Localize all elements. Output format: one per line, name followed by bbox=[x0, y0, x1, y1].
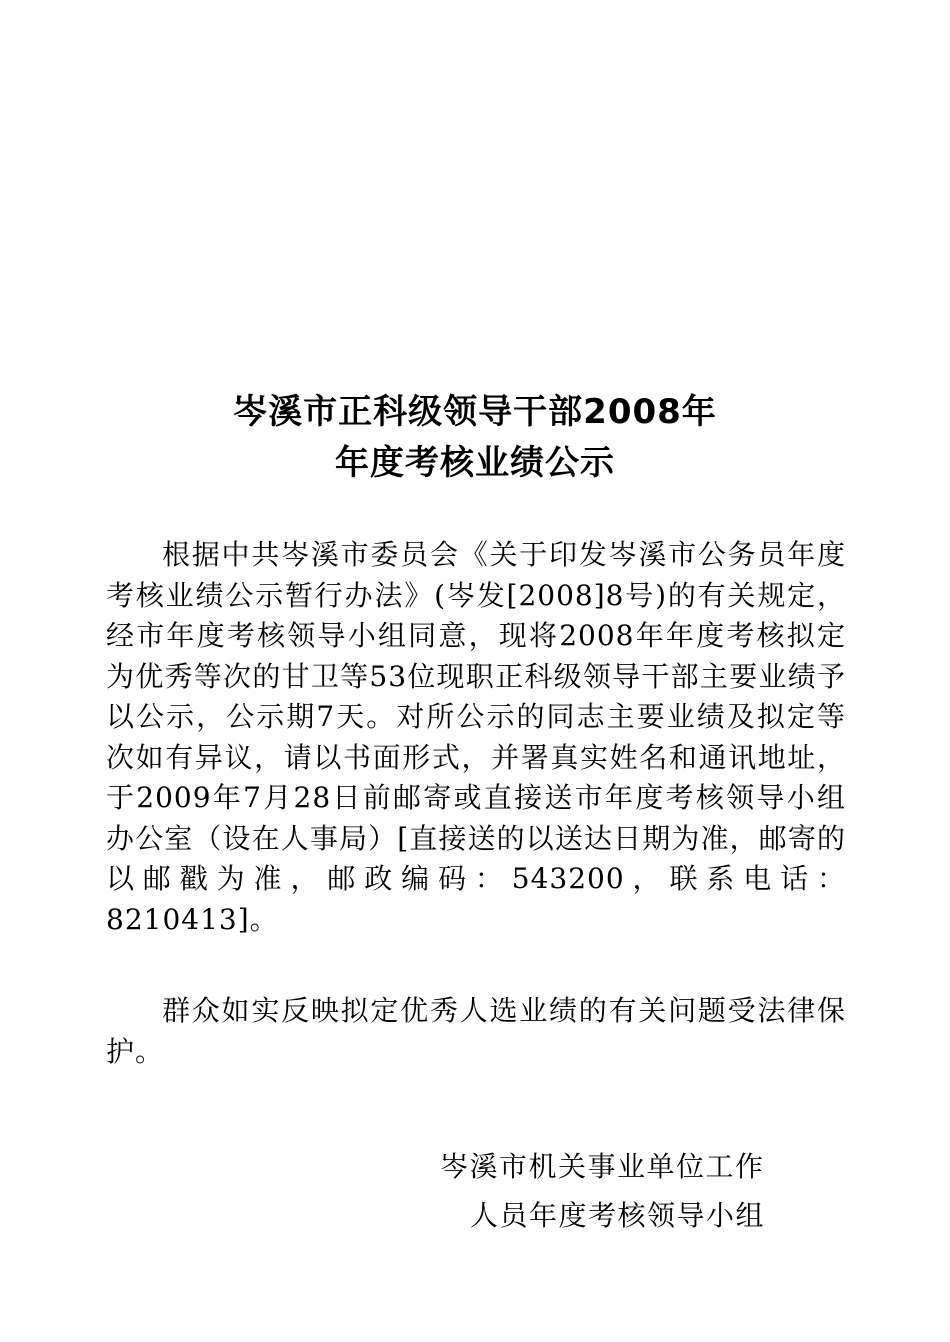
document-title-line-1: 岑溪市正科级领导干部2008年 bbox=[233, 392, 717, 432]
announcement-paragraph-1: 根据中共岑溪市委员会《关于印发岑溪市公务员年度考核业绩公示暂行办法》(岑发[2008]8号)的有关规定，经市年度考核领导小组同意，现将2008年年度考核拟定为优秀等次的甘卫等53位现职正科级领导干部主要业绩予以公示，公示期7天。对所公示的同志主要业绩及拟定等次如有异议，请以书面形式，并署真实姓名和通讯地址，于2009年7月28日前邮寄或直接送市年度考核领导小组办公室（设在人事局）[直接送的以送达日期为准，邮寄的以邮戳为准，邮政编码：543200，联系电话：8210413]。 bbox=[106, 538, 846, 936]
signature-line-2: 人员年度考核领导小组 bbox=[470, 1199, 766, 1232]
announcement-paragraph-2: 群众如实反映拟定优秀人选业绩的有关问题受法律保护。 bbox=[106, 994, 846, 1068]
signature-line-1: 岑溪市机关事业单位工作 bbox=[440, 1150, 765, 1183]
document-title-line-2: 年度考核业绩公示 bbox=[335, 443, 615, 483]
